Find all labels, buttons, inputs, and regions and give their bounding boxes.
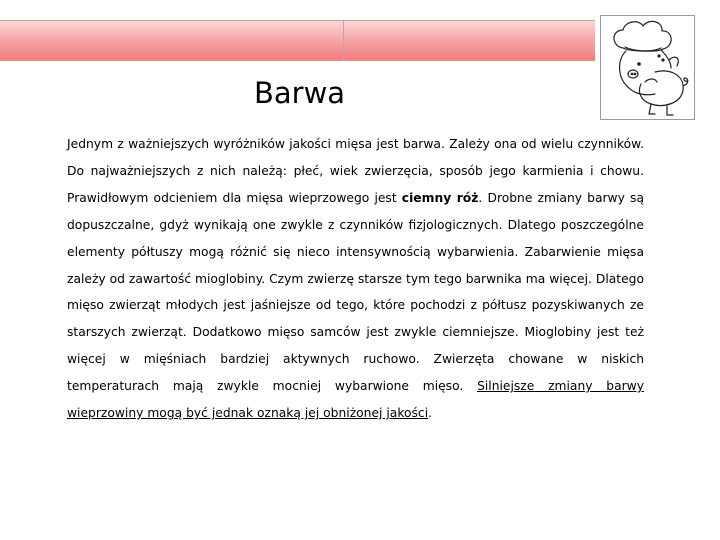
emphasized-term: ciemny róż (401, 190, 479, 205)
slide-title: Barwa (254, 76, 346, 110)
underlined-statement: Silniejsze zmiany barwy wieprzowiny mogą być jednak oznaką jej obniżonej jakości (67, 379, 645, 421)
header-banner (0, 20, 595, 61)
paragraph-text-end: . (428, 406, 433, 421)
paragraph-text-middle: . Drobne zmiany barwy są dopuszczalne, gdyż wynikają one zwykle z czynników fizjologicznych. Dlatego poszczególne elementy półtuszy mogą różnić się nieco intensywnością wybarwienia. Zabarwienie mięsa zależy od zawartość mioglobiny. Czym zwierzę starsze tym tego barwnika ma więcej. Dlatego mięso zwierząt młodych jest jaśniejsze od tego, które pochodzi z półtusz pozyskiwanych ze starszych zwierząt. Dodatkowo mięso samców jest zwykle ciemniejsze. Mioglobiny jest też więcej w mięśniach bardziej aktywnych ruchowo. Zwierzęta chowane w niskich temperaturach mają zwykle mocniej wybarwione mięso. (67, 190, 644, 394)
logo-frame (600, 15, 695, 120)
body-paragraph (67, 131, 644, 427)
chef-pig-icon (601, 16, 694, 119)
banner-divider (343, 21, 344, 60)
paragraph-text-start: Jednym z ważniejszych wyróżników jakości mięsa jest barwa. Zależy ona od wielu czynników. Do najważniejszych z nich należą: płeć, wiek zwierzęcia, sposób jego karmienia i chowu. Prawidłowym odcieniem dla mięsa wieprzowego jest (67, 137, 644, 205)
